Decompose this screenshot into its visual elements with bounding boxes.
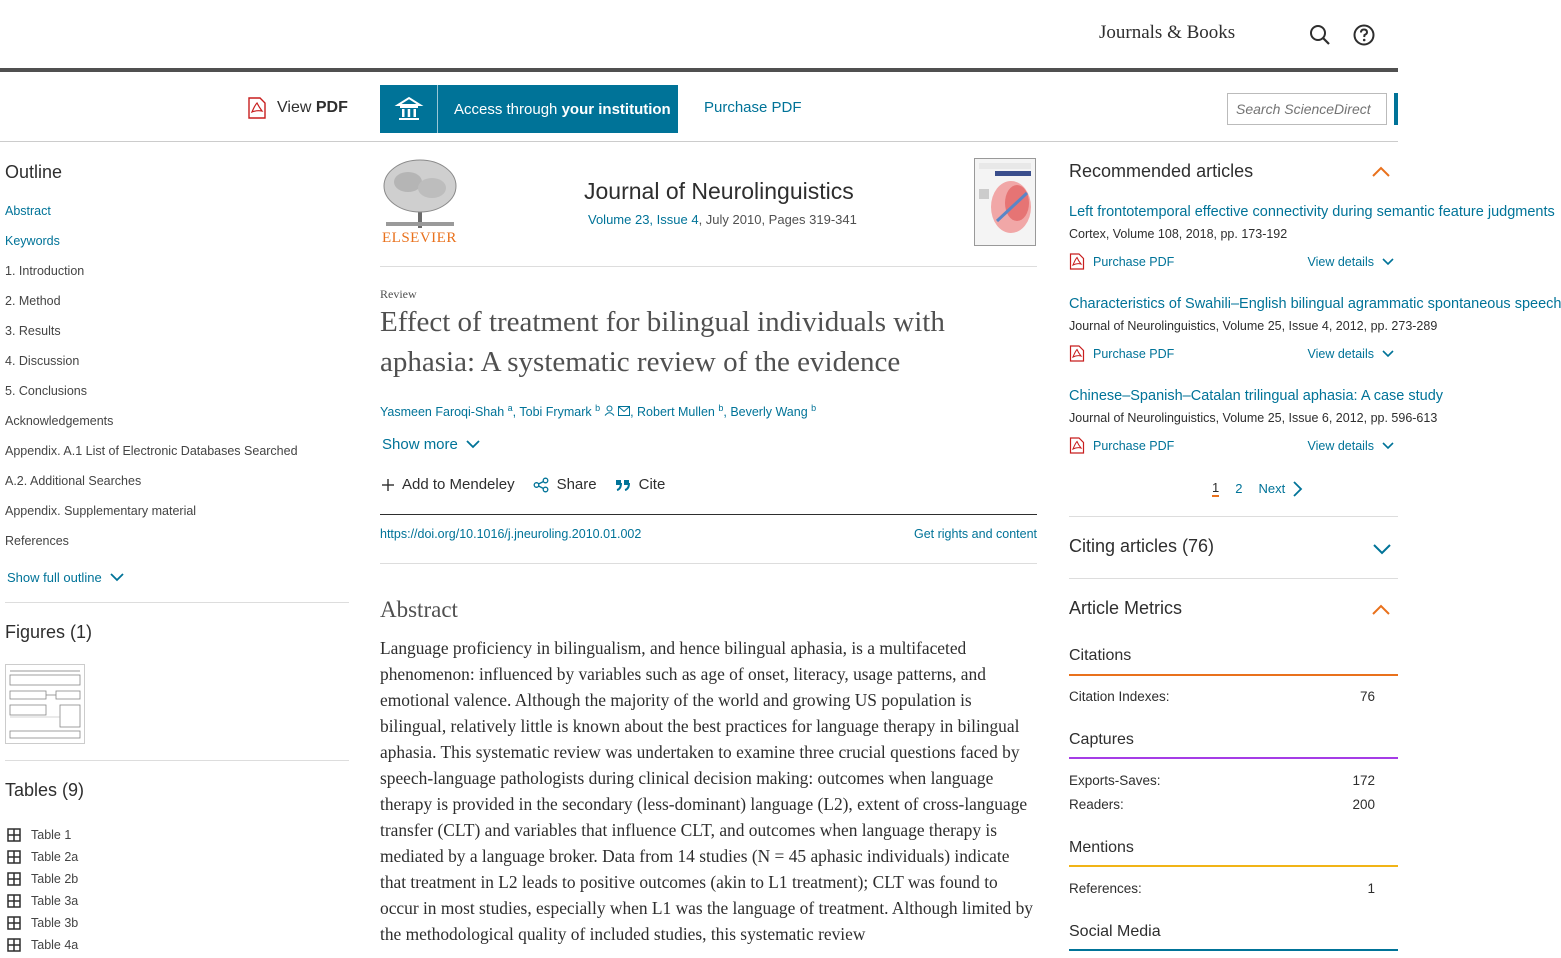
references-row: References: 1 — [1069, 881, 1375, 896]
pdf-icon — [1069, 437, 1085, 454]
volume-issue-link[interactable]: Volume 23, Issue 4 — [588, 212, 699, 227]
social-media-heading: Social Media — [1069, 923, 1161, 940]
tables-list — [7, 824, 78, 956]
table-icon — [7, 872, 21, 886]
table-link[interactable]: Table 3b — [7, 912, 78, 934]
recommended-article — [1069, 204, 1555, 270]
journal-meta: Volume 23, Issue 4, July 2010, Pages 319-341 — [588, 212, 857, 227]
search-icon[interactable] — [1309, 24, 1331, 46]
recommended-title: Recommended articles — [1069, 161, 1254, 181]
chevron-down-icon — [110, 573, 124, 582]
citation-indexes-row: Citation Indexes: 76 — [1069, 689, 1375, 704]
author-link[interactable]: Robert Mullen $^b$ — [637, 403, 724, 420]
outline-item-appendix-a1[interactable]: Appendix. A.1 List of Electronic Databases Searched — [5, 444, 298, 458]
recommended-article — [1069, 388, 1444, 454]
table-link[interactable]: Table 3a — [7, 890, 78, 912]
table-icon — [7, 828, 21, 842]
recommended-article-source: Journal of Neurolinguistics, Volume 25, Issue 6, 2012, pp. 596-613 — [1069, 411, 1438, 425]
share-button[interactable]: Share — [533, 476, 597, 493]
article-toolbar — [0, 76, 1398, 142]
outline-item-conclusions[interactable]: 5. Conclusions — [5, 384, 87, 398]
plus-icon — [382, 479, 394, 491]
outline-item-a2[interactable]: A.2. Additional Searches — [5, 474, 142, 488]
person-icon — [604, 405, 615, 416]
purchase-pdf-link[interactable]: Purchase PDF — [1069, 437, 1174, 454]
outline-item-method[interactable]: 2. Method — [5, 294, 61, 308]
divider — [5, 602, 349, 603]
next-page-button[interactable]: Next — [1258, 481, 1302, 497]
purchase-pdf-link[interactable]: Purchase PDF — [704, 99, 802, 116]
pdf-icon — [1069, 253, 1085, 270]
recommended-article-title[interactable]: Characteristics of Swahili–English bilingual agrammatic spontaneous speech — [1069, 296, 1561, 312]
abstract-heading: Abstract — [380, 597, 458, 622]
abstract-text: Language proficiency in bilingualism, and hence bilingual aphasia, is a multifaceted phenomenon: influenced by variables such as age of onset, literacy, usage patterns, and emotional valence. Although the majority of the world and growing US population is bilingual, relatively little is known about the best practices for language therapy in bilingual aphasia. This systematic review was undertaken to examine three crucial questions faced by speech-language pathologists during clinical decision making: outcomes when language therapy is provided in the secondary (less-dominant) language (L2), extent of cross-language transfer (CLT) and variables that influence CLT, and outcomes when language therapy is mediated by a language broker. Data from 14 studies (N = 45 aphasic individuals) indicate that treatment in L2 leads to positive outcomes (akin to L1 treatment); CLT was found to occur in most studies, especially when L1 was the language of treatment. Although limited by the methodological quality of included studies, this systematic review — [380, 638, 1033, 944]
pdf-icon — [247, 97, 267, 119]
table-icon — [7, 938, 21, 952]
captures-bar — [1069, 757, 1398, 759]
rights-content-link[interactable]: Get rights and content — [914, 527, 1037, 541]
table-icon — [7, 894, 21, 908]
cite-button[interactable]: Cite — [615, 476, 666, 493]
journal-cover-image[interactable] — [974, 158, 1036, 246]
divider — [1069, 578, 1398, 579]
author-link[interactable]: Beverly Wang $^b$ — [730, 403, 817, 420]
divider — [1069, 516, 1398, 517]
add-to-mendeley-button[interactable]: Add to Mendeley — [382, 476, 515, 493]
captures-heading: Captures — [1069, 731, 1134, 748]
show-full-outline-button[interactable]: Show full outline — [7, 570, 124, 585]
quote-icon — [615, 479, 631, 491]
view-pdf-button[interactable]: View PDF — [247, 96, 348, 120]
chevron-down-icon — [1382, 350, 1394, 358]
elsevier-logo[interactable] — [380, 158, 460, 248]
purchase-pdf-link[interactable]: Purchase PDF — [1069, 253, 1174, 270]
figures-title: Figures (1) — [5, 622, 93, 642]
pdf-icon — [1069, 345, 1085, 362]
recommended-article-title[interactable]: Left frontotemporal effective connectivity during semantic feature judgments — [1069, 204, 1555, 220]
share-icon — [533, 477, 549, 493]
view-details-button[interactable]: View details — [1308, 347, 1394, 361]
author-link[interactable]: Tobi Frymark $^b$ — [519, 403, 601, 420]
page-2-button[interactable]: 2 — [1235, 481, 1243, 496]
elsevier-wordmark: ELSEVIER — [382, 230, 457, 246]
mentions-bar — [1069, 865, 1398, 867]
author-link[interactable]: Yasmeen Faroqi-Shah $^a$ — [380, 403, 513, 420]
table-link[interactable]: Table 2b — [7, 868, 78, 890]
institution-icon — [380, 85, 438, 133]
recommended-article-title[interactable]: Chinese–Spanish–Catalan trilingual aphasia: A case study — [1069, 388, 1444, 404]
chevron-down-icon — [1382, 442, 1394, 450]
article-title: Effect of treatment for bilingual individuals with aphasia: A systematic review of the evidence — [380, 306, 945, 378]
help-icon[interactable] — [1353, 24, 1375, 46]
divider — [380, 266, 1037, 267]
article-type: Review — [380, 287, 417, 301]
recommended-article-source: Cortex, Volume 108, 2018, pp. 173-192 — [1069, 227, 1288, 241]
author-list: Yasmeen Faroqi-Shah $^a$, Tobi Frymark $^b$ , Robert Mullen $^b$, Beverly Wang $^b$ — [380, 403, 817, 420]
divider — [5, 760, 349, 761]
chevron-up-icon[interactable] — [1372, 166, 1390, 177]
social-media-bar — [1069, 949, 1398, 951]
outline-item-acknowledgements[interactable]: Acknowledgements — [5, 414, 114, 428]
search-submit-button[interactable] — [1394, 93, 1398, 125]
table-icon — [7, 850, 21, 864]
view-details-button[interactable]: View details — [1308, 255, 1394, 269]
table-link[interactable]: Table 2a — [7, 846, 78, 868]
access-label: Access through your institution — [454, 100, 671, 118]
access-institution-button[interactable] — [380, 85, 678, 133]
email-icon[interactable] — [618, 406, 630, 416]
citing-articles-title[interactable]: Citing articles (76) — [1069, 536, 1215, 556]
doi-link[interactable]: https://doi.org/10.1016/j.jneuroling.2010.01.002 — [380, 527, 642, 541]
recommended-article — [1069, 296, 1561, 362]
citations-bar — [1069, 674, 1398, 676]
table-link[interactable]: Table 4a — [7, 934, 78, 956]
outline-list — [5, 204, 298, 564]
readers-row: Readers: 200 — [1069, 797, 1375, 812]
chevron-down-icon[interactable] — [1373, 544, 1391, 555]
tables-title: Tables (9) — [5, 780, 85, 800]
article-actions — [382, 476, 665, 493]
outline-item-supplementary[interactable]: Appendix. Supplementary material — [5, 504, 197, 518]
figure-thumbnail[interactable] — [5, 664, 85, 744]
table-link[interactable]: Table 1 — [7, 824, 78, 846]
outline-item-references[interactable]: References — [5, 534, 69, 548]
recommended-article-source: Journal of Neurolinguistics, Volume 25, Issue 4, 2012, pp. 273-289 — [1069, 319, 1438, 333]
outline-item-results[interactable]: 3. Results — [5, 324, 61, 338]
journal-title[interactable]: Journal of Neurolinguistics — [584, 178, 854, 204]
view-details-button[interactable]: View details — [1308, 439, 1394, 453]
mentions-heading: Mentions — [1069, 839, 1134, 856]
journals-books-link[interactable]: Journals & Books — [1099, 22, 1236, 43]
show-more-button[interactable]: Show more — [382, 436, 480, 453]
chevron-down-icon — [1382, 258, 1394, 266]
chevron-down-icon — [466, 440, 480, 449]
article-metrics-title: Article Metrics — [1069, 598, 1183, 618]
outline-item-discussion[interactable]: 4. Discussion — [5, 354, 80, 368]
citations-heading: Citations — [1069, 647, 1132, 664]
chevron-up-icon[interactable] — [1372, 604, 1390, 615]
recommended-pagination — [1212, 480, 1302, 497]
divider — [380, 563, 1037, 564]
purchase-pdf-link[interactable]: Purchase PDF — [1069, 345, 1174, 362]
top-header — [0, 0, 1398, 72]
table-icon — [7, 916, 21, 930]
search-input[interactable]: Search ScienceDirect — [1227, 93, 1387, 125]
chevron-right-icon — [1293, 481, 1302, 497]
divider — [380, 514, 1037, 515]
outline-item-introduction[interactable]: 1. Introduction — [5, 264, 85, 278]
exports-saves-row: Exports-Saves: 172 — [1069, 773, 1375, 788]
outline-title: Outline — [5, 162, 63, 182]
page-1-button[interactable]: 1 — [1212, 480, 1220, 495]
outline-item-keywords[interactable]: Keywords — [5, 234, 60, 248]
outline-item-abstract[interactable]: Abstract — [5, 204, 51, 218]
